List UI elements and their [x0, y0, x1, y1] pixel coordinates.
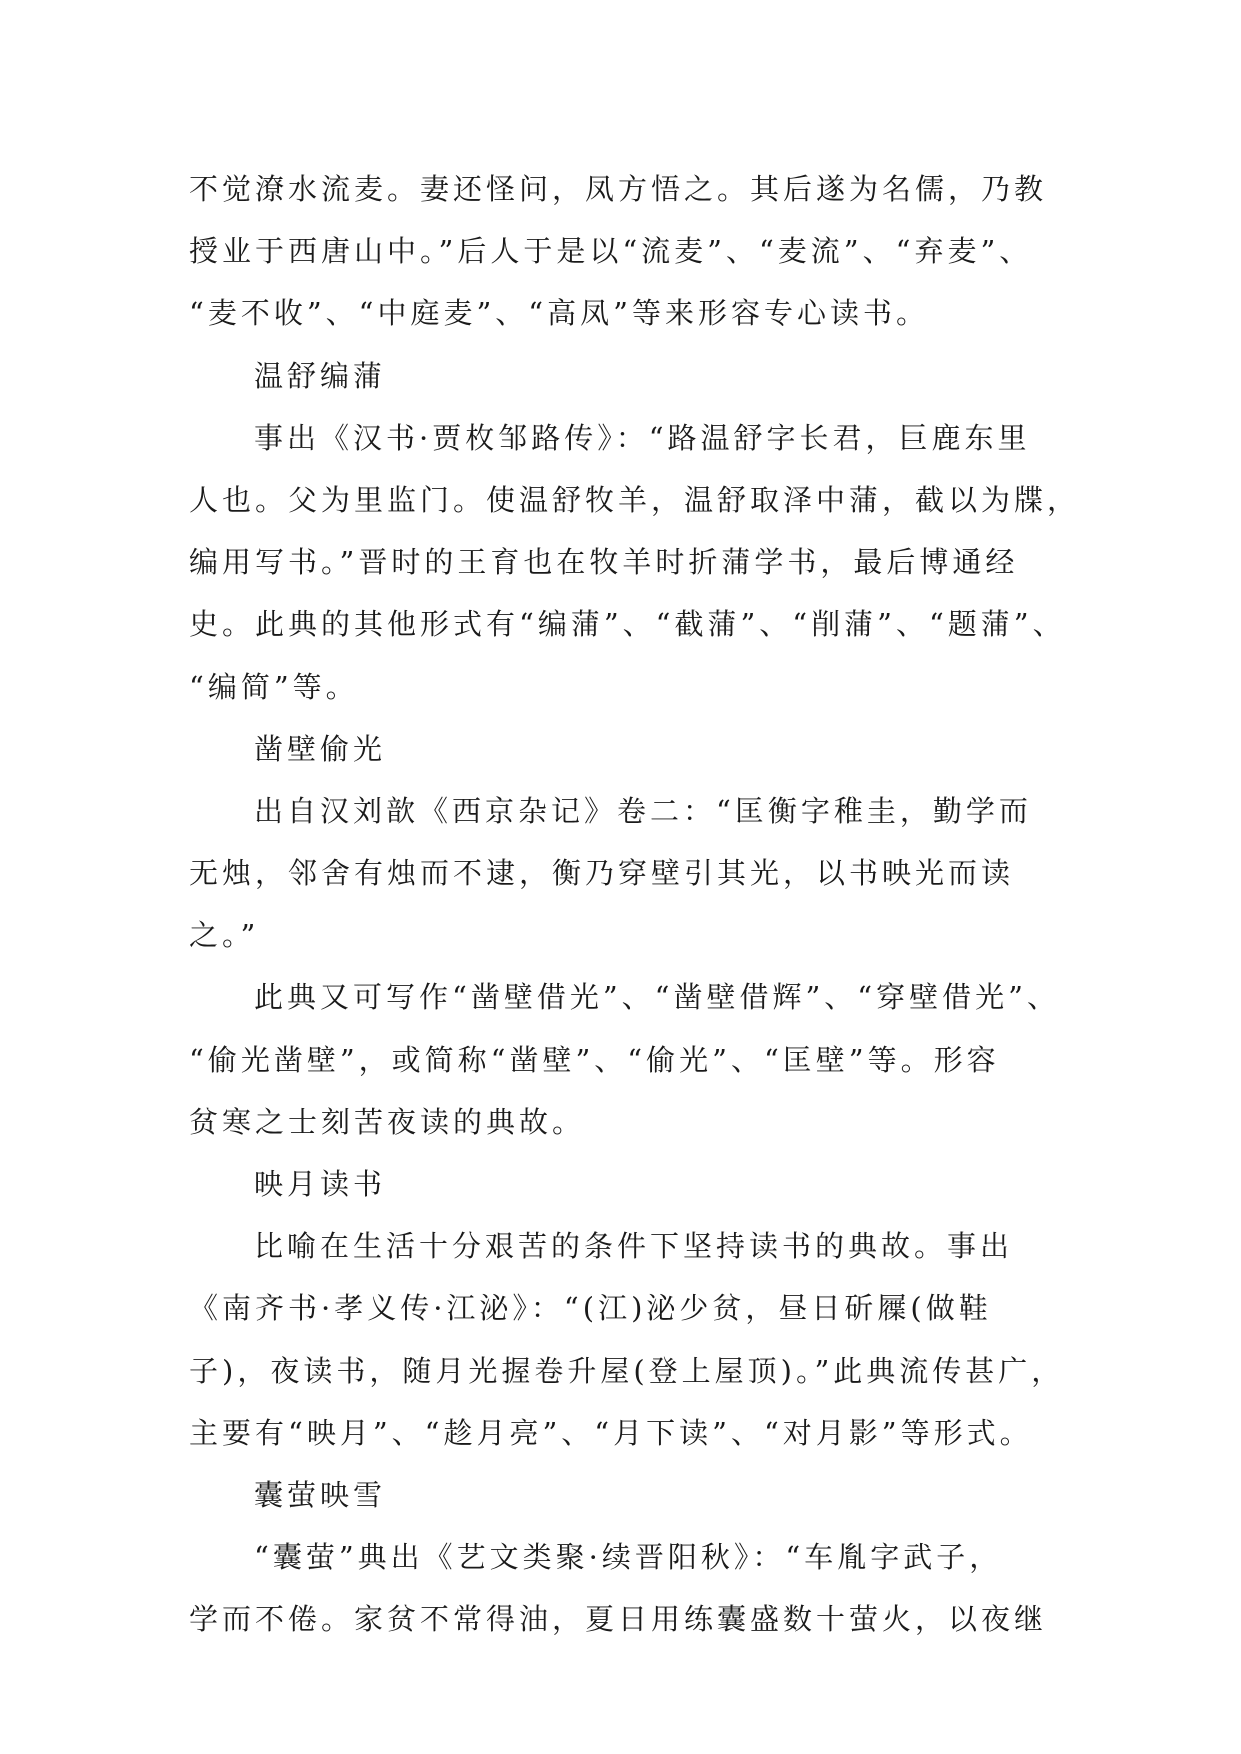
text-line: 主要有“映月”、“趁月亮”、“月下读”、“对月影”等形式。	[189, 1415, 1033, 1450]
text-line: “麦不收”、“中庭麦”、“高凤”等来形容专心读书。	[189, 296, 929, 331]
text-line: 比喻在生活十分艰苦的条件下坚持读书的典故。事出	[254, 1229, 1014, 1264]
text-line: 《南齐书·孝义传·江泌》：“(江)泌少贫，昼日斫屧(做鞋	[189, 1291, 992, 1326]
text-line: 授业于西唐山中。”后人于是以“流麦”、“麦流”、“弃麦”、	[189, 234, 1033, 269]
text-line: 史。此典的其他形式有“编蒲”、“截蒲”、“削蒲”、“题蒲”、	[189, 607, 1066, 642]
text-line: 人也。父为里监门。使温舒牧羊，温舒取泽中蒲，截以为牒，	[189, 482, 1081, 517]
text-line: 学而不倦。家贫不常得油，夏日用练囊盛数十萤火，以夜继	[189, 1602, 1048, 1637]
text-line: 无烛，邻舍有烛而不逮，衡乃穿壁引其光，以书映光而读	[189, 856, 1015, 891]
text-line: 之。”	[189, 918, 260, 953]
text-line: 编用写书。”晋时的王育也在牧羊时折蒲学书，最后博通经	[189, 545, 1019, 580]
text-line: 不觉潦水流麦。妻还怪问，凤方悟之。其后遂为名儒，乃教	[189, 172, 1048, 206]
text-line: 贫寒之士刻苦夜读的典故。	[189, 1104, 586, 1139]
section-heading: 凿壁偷光	[254, 731, 387, 766]
text-line: “编简”等。	[189, 669, 359, 704]
text-line: 子)，夜读书，随月光握卷升屋(登上屋顶)。”此典流传甚广，	[189, 1353, 1065, 1388]
text-line: 出自汉刘歆《西京杂记》卷二：“匡衡字稚圭，勤学而	[254, 793, 1032, 828]
text-line: “偷光凿壁”，或简称“凿壁”、“偷光”、“匡壁”等。形容	[189, 1042, 1000, 1077]
text-line: 事出《汉书·贾枚邹路传》：“路温舒字长君，巨鹿东里	[254, 420, 1031, 455]
section-heading: 映月读书	[254, 1167, 387, 1201]
text-line: 此典又可写作“凿壁借光”、“凿壁借辉”、“穿壁借光”、	[254, 980, 1060, 1015]
body-text	[189, 158, 1089, 1651]
section-heading: 囊萤映雪	[254, 1477, 387, 1512]
section-heading: 温舒编蒲	[254, 358, 387, 393]
text-line: “囊萤”典出《艺文类聚·续晋阳秋》：“车胤字武子，	[254, 1540, 1003, 1575]
